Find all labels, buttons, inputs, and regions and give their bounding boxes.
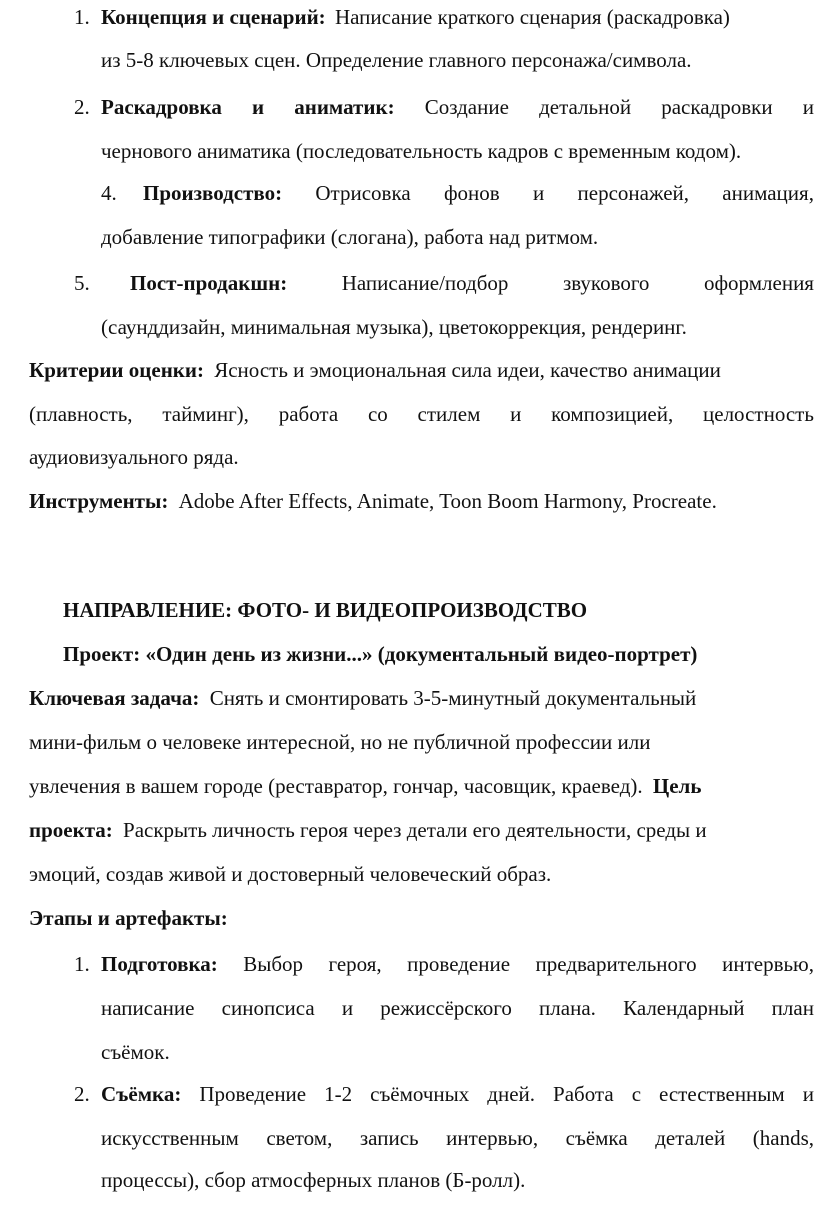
list2-item1-line3: съёмок.	[101, 1040, 170, 1064]
list2-item1-line1	[101, 951, 814, 977]
task-line1	[29, 685, 696, 711]
item-word: Выбор	[243, 952, 304, 976]
item-title: Производство:	[143, 181, 283, 205]
task-text: увлечения в вашем городе (реставратор, гончар, часовщик, краевед).	[29, 774, 643, 798]
item-word: съёмочных	[370, 1082, 470, 1106]
item-word: искусственным	[101, 1126, 239, 1150]
item-word: раскадровки	[661, 95, 773, 119]
item-word: естественным	[659, 1082, 785, 1106]
item-word: звукового	[562, 271, 650, 295]
list1-item1-line2: из 5-8 ключевых сцен. Определение главного персонажа/символа.	[101, 48, 692, 72]
tools-value: Adobe After Effects, Animate, Toon Boom Harmony, Procreate.	[178, 489, 717, 513]
list1-item5-number: 5.	[74, 271, 90, 295]
criteria-line1	[29, 357, 721, 383]
list1-item5-line2: (саунддизайн, минимальная музыка), цветокоррекция, рендеринг.	[101, 315, 687, 339]
list2-item1-line2	[101, 995, 814, 1021]
item-text: Написание краткого сценария (раскадровка)	[334, 5, 730, 29]
list1-item2-number: 2.	[74, 95, 90, 119]
item-word: запись	[359, 1126, 419, 1150]
item-word: предварительного	[535, 952, 697, 976]
item-word: героя,	[328, 952, 382, 976]
goal-label: Цель	[652, 774, 702, 798]
list1-item2-line2: чернового аниматика (последовательность кадров с временным кодом).	[101, 139, 742, 163]
item-word: и	[802, 95, 814, 119]
list1-item4-line1	[143, 180, 814, 206]
criteria-line2	[29, 401, 814, 427]
criteria-word: работа	[278, 402, 339, 426]
section-heading-text: НАПРАВЛЕНИЕ: ФОТО- И ВИДЕОПРОИЗВОДСТВО	[63, 598, 588, 622]
task-line4	[29, 817, 707, 843]
item-word: (hands,	[752, 1126, 814, 1150]
item-title-word: и	[251, 95, 265, 119]
list1-item2-line1	[101, 94, 814, 120]
task-label: Ключевая задача:	[29, 686, 200, 710]
item-word: анимация,	[722, 181, 814, 205]
criteria-word: тайминг),	[162, 402, 249, 426]
project-title	[63, 641, 697, 667]
item-word: оформления	[703, 271, 814, 295]
item-title-word: Раскадровка	[101, 95, 222, 119]
tools-line	[29, 488, 717, 514]
item-word: написание	[101, 996, 195, 1020]
item-word: интервью,	[722, 952, 814, 976]
item-title: Съёмка:	[101, 1082, 182, 1106]
list-number: 1.	[74, 5, 90, 29]
item-word: синопсиса	[221, 996, 315, 1020]
item-word: Отрисовка	[315, 181, 411, 205]
project-title-text: Проект: «Один день из жизни...» (документальный видео-портрет)	[63, 642, 698, 666]
item-word: Работа	[553, 1082, 614, 1106]
item-word: съёмка	[565, 1126, 628, 1150]
list1-item4-number: 4.	[101, 181, 117, 205]
task-line2: мини-фильм о человеке интересной, но не публичной профессии или	[29, 730, 651, 754]
list1-item5-line1	[130, 270, 814, 296]
item-word: фонов	[443, 181, 500, 205]
list2-item2-line2	[101, 1125, 814, 1151]
item-word: 1-2	[324, 1082, 353, 1106]
criteria-text: Ясность и эмоциональная сила идеи, качество анимации	[214, 358, 721, 382]
stages-heading-text: Этапы и артефакты:	[29, 906, 228, 930]
item-word: Написание/подбор	[341, 271, 509, 295]
criteria-word: со	[367, 402, 388, 426]
item-title: Пост-продакшн:	[130, 271, 288, 295]
item-word: Создание	[424, 95, 509, 119]
stages-heading	[29, 905, 228, 931]
item-word: режиссёрского	[380, 996, 512, 1020]
goal-text: Раскрыть личность героя через детали его деятельности, среды и	[123, 818, 707, 842]
criteria-word: (плавность,	[29, 402, 133, 426]
task-text: Снять и смонтировать 3-5-минутный документальный	[209, 686, 697, 710]
criteria-word: целостность	[703, 402, 814, 426]
item-word: и	[533, 181, 545, 205]
item-word: интервью,	[446, 1126, 539, 1150]
item-word: деталей	[655, 1126, 726, 1150]
item-word: и	[802, 1082, 814, 1106]
goal-label: проекта:	[29, 818, 113, 842]
item-word: и	[341, 996, 354, 1020]
list1-item1-line1	[74, 4, 730, 30]
task-line3	[29, 773, 701, 799]
criteria-word: стилем	[417, 402, 481, 426]
criteria-line3: аудиовизуального ряда.	[29, 445, 239, 469]
item-title: Концепция и сценарий:	[101, 5, 326, 29]
list2-item2-line1	[101, 1081, 814, 1107]
item-word: с	[631, 1082, 642, 1106]
section-heading	[63, 597, 587, 623]
list2-item1-number: 1.	[74, 952, 90, 976]
item-word: Календарный	[623, 996, 745, 1020]
list2-item2-line3: процессы), сбор атмосферных планов (Б-ролл).	[101, 1168, 526, 1192]
item-word: план	[771, 996, 814, 1020]
item-word: плана.	[539, 996, 596, 1020]
criteria-word: композицией,	[551, 402, 674, 426]
task-line5: эмоций, создав живой и достоверный человеческий образ.	[29, 862, 552, 886]
item-word: светом,	[266, 1126, 333, 1150]
item-title: Подготовка:	[101, 952, 218, 976]
list1-item4-line2: добавление типографики (слогана), работа над ритмом.	[101, 225, 599, 249]
item-word: дней.	[487, 1082, 536, 1106]
criteria-label: Критерии оценки:	[29, 358, 204, 382]
item-word: детальной	[539, 95, 632, 119]
criteria-word: и	[510, 402, 522, 426]
item-word: Проведение	[199, 1082, 307, 1106]
item-word: персонажей,	[577, 181, 690, 205]
item-word: проведение	[407, 952, 511, 976]
list2-item2-number: 2.	[74, 1082, 90, 1106]
tools-label: Инструменты:	[29, 489, 169, 513]
item-title-word: аниматик:	[294, 95, 395, 119]
